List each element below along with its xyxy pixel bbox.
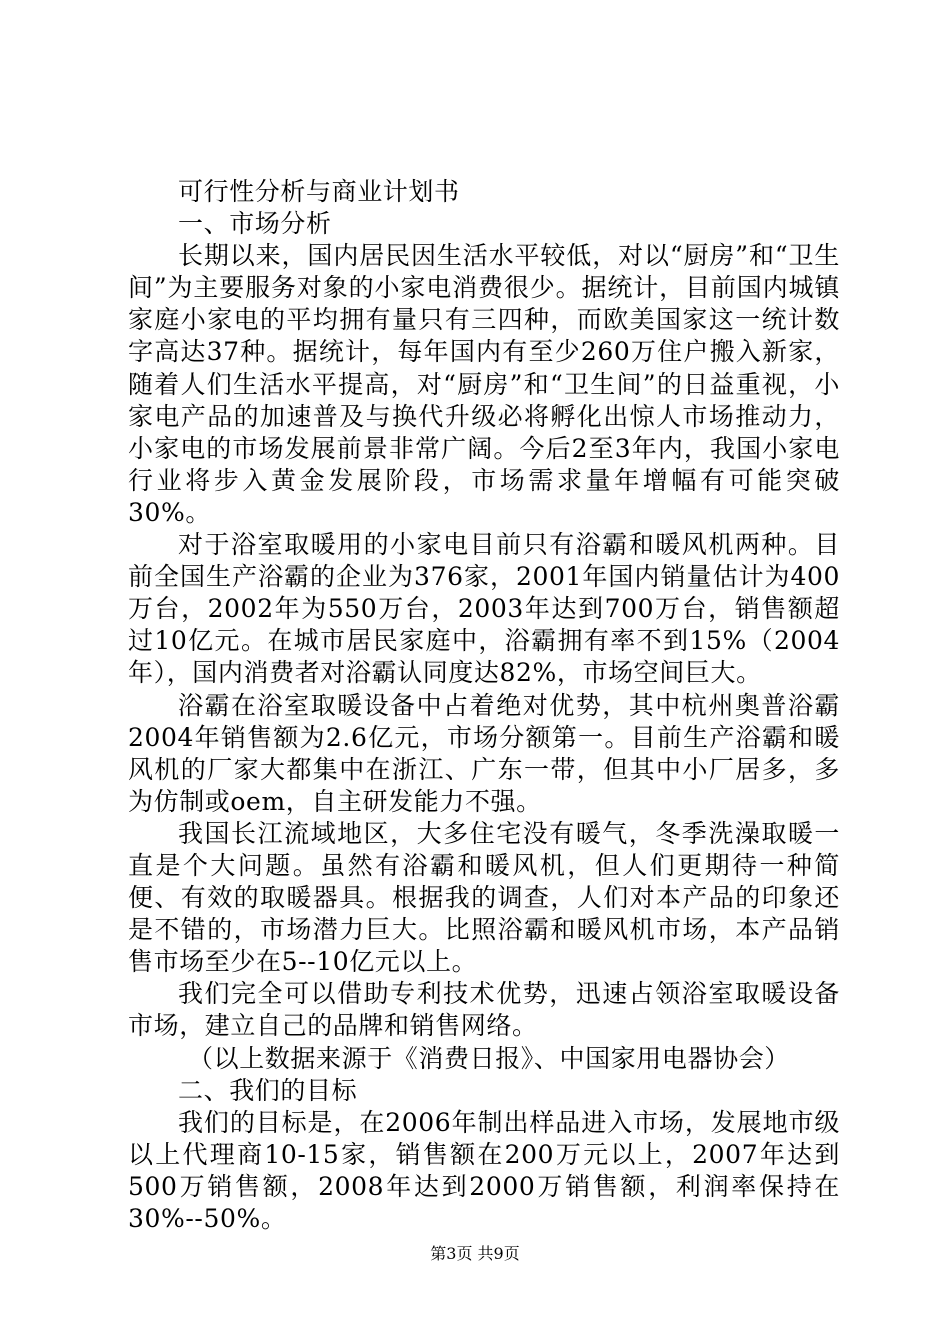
document-body	[128, 176, 840, 1235]
paragraph-small-appliance-market: 长期以来，国内居民因生活水平较低，对以“厨房”和“卫生间”为主要服务对象的小家电消费很少。据统计，目前国内城镇家庭小家电的平均拥有量只有三四种，而欧美国家这一统计数字高达37种。据统计，每年国内有至少260万住户搬入新家，随着人们生活水平提高，对“厨房”和“卫生间”的日益重视，小家电产品的加速普及与换代升级必将孵化出惊人市场推动力，小家电的市场发展前景非常广阔。今后2至3年内，我国小家电行业将步入黄金发展阶段，市场需求量年增幅有可能突破30%。	[128, 241, 840, 527]
data-source-note: （以上数据来源于《消费日报》、中国家用电器协会）	[188, 1043, 790, 1073]
page-number-footer: 第3页 共9页	[430, 1244, 520, 1263]
paragraph-market-leader: 浴霸在浴室取暖设备中占着绝对优势，其中杭州奥普浴霸2004年销售额为2.6亿元，市场分额第一。目前生产浴霸和暖风机的厂家大都集中在浙江、广东一带，但其中小厂居多，多为仿制或oem，自主研发能力不强。	[128, 690, 840, 816]
section-heading-market-analysis: 一、市场分析	[178, 209, 332, 239]
paragraph-yangtze-demand: 我国长江流域地区，大多住宅没有暖气，冬季洗澡取暖一直是个大问题。虽然有浴霸和暖风机，但人们更期待一种简便、有效的取暖器具。根据我的调查，人们对本产品的印象还是不错的，市场潜力巨大。比照浴霸和暖风机市场，本产品销售市场至少在5--10亿元以上。	[128, 818, 840, 977]
paragraph-goals: 我们的目标是，在2006年制出样品进入市场，发展地市级以上代理商10-15家，销售额在200万元以上，2007年达到500万销售额，2008年达到2000万销售额，利润率保持在30%--50%。	[128, 1107, 840, 1233]
paragraph-patent-advantage: 我们完全可以借助专利技术优势，迅速占领浴室取暖设备市场，建立自己的品牌和销售网络。	[128, 979, 840, 1041]
section-heading-our-goals: 二、我们的目标	[178, 1075, 358, 1105]
paragraph-bath-heater-industry: 对于浴室取暖用的小家电目前只有浴霸和暖风机两种。目前全国生产浴霸的企业为376家，2001年国内销量估计为400万台，2002年为550万台，2003年达到700万台，销售额超过10亿元。在城市居民家庭中，浴霸拥有率不到15%（2004年），国内消费者对浴霸认同度达82%，市场空间巨大。	[128, 530, 840, 688]
document-title: 可行性分析与商业计划书	[178, 177, 460, 206]
